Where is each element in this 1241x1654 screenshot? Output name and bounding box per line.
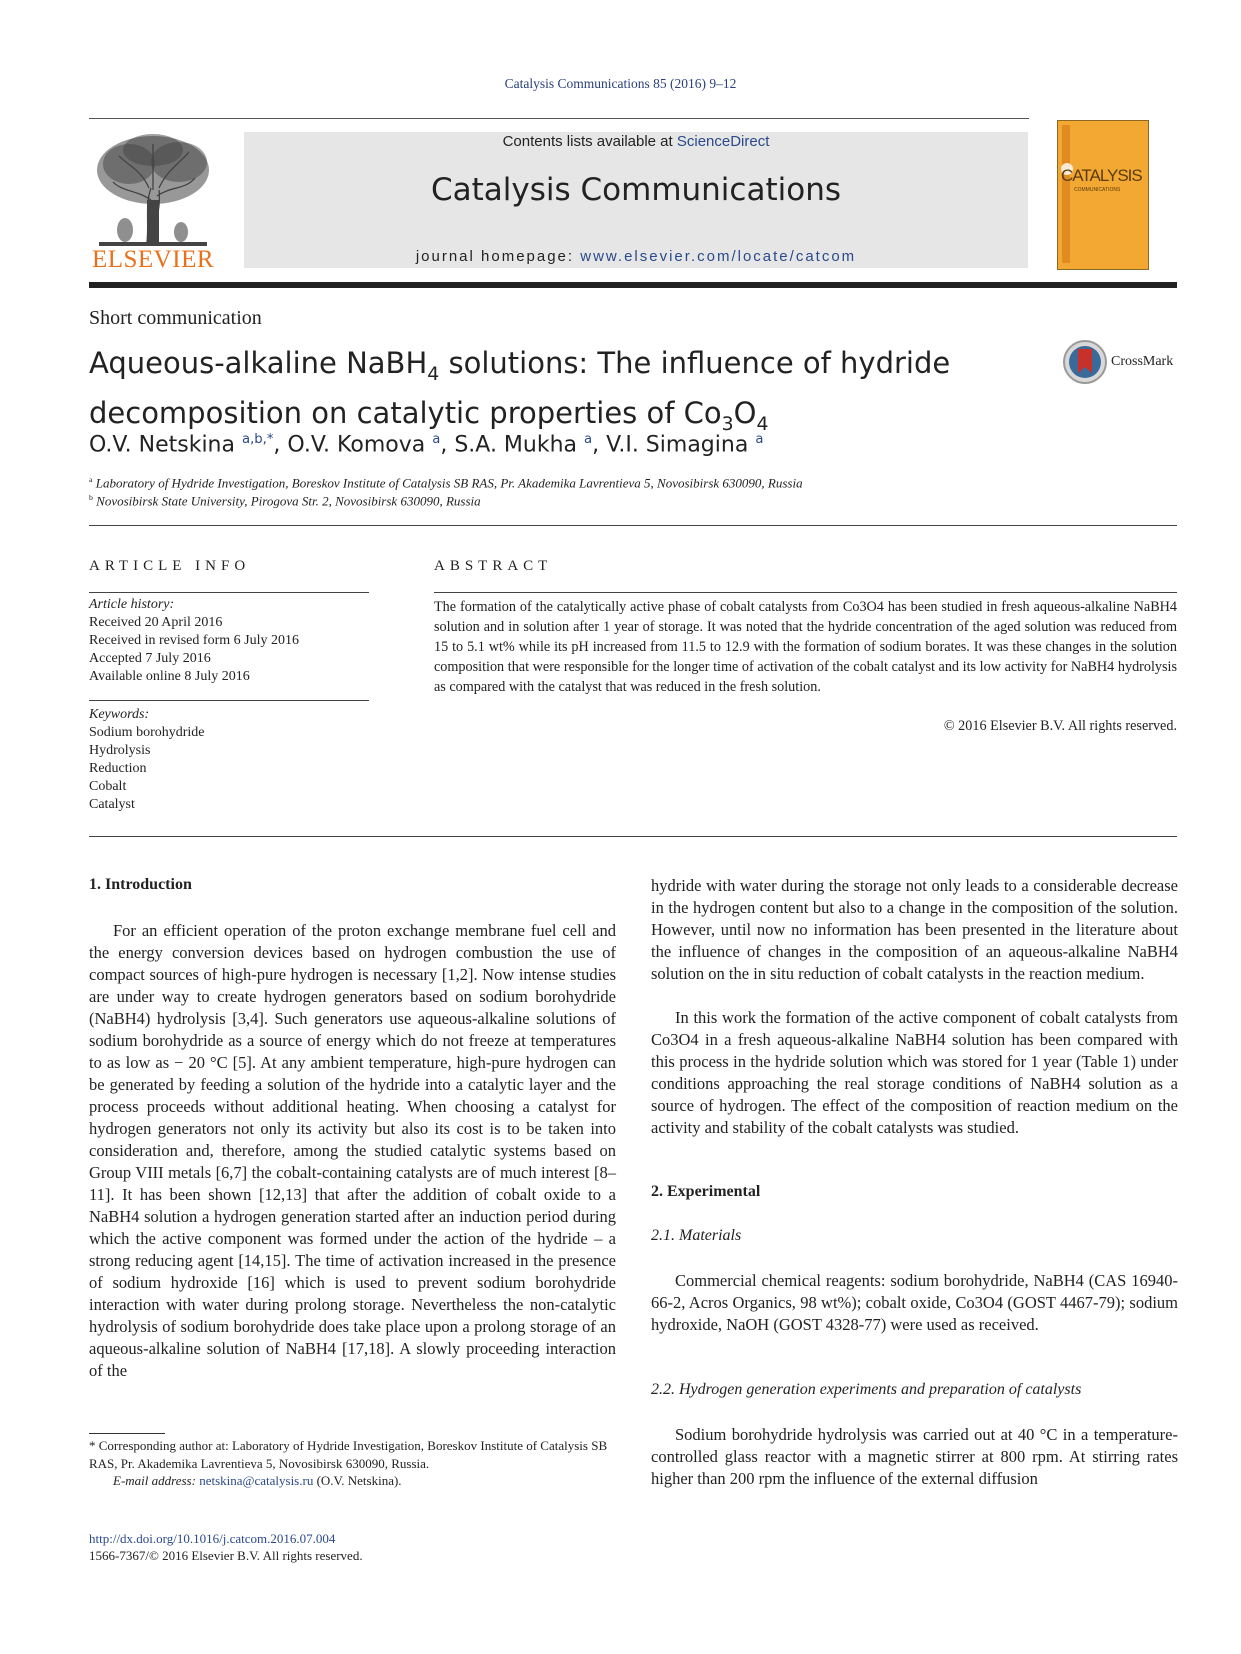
journal-title: Catalysis Communications [430, 172, 841, 208]
keyword-item: Cobalt [89, 779, 127, 794]
affiliation-rule [89, 525, 1177, 526]
affiliation-a: $^a$ Laboratory of Hydride Investigation, Boreskov Institute of Catalysis SB RAS, Pr. Akademika Lavrentieva 5, Novosibirsk 630090, Russia [89, 475, 803, 491]
cover-title: CATALYSIS [1061, 166, 1142, 185]
author-affiliation-mark[interactable]: a [584, 432, 593, 447]
accepted-date: Accepted 7 July 2016 [89, 651, 211, 666]
author-name[interactable]: S.A. Mukha [454, 432, 578, 458]
online-date: Available online 8 July 2016 [89, 669, 250, 684]
introduction-aim-paragraph: In this work the formation of the active component of cobalt catalysts from Co3O4 in a fresh aqueous-alkaline NaBH4 solution has been compared with this process in the hydride solution which was stored for 1 year (Table 1) under conditions approaching the real storage conditions of NaBH4 solution as a source of hydrogen. The effect of the composition of reaction medium on the activity and stability of the cobalt catalysts was studied. [651, 1008, 1178, 1137]
affiliation-b: $^b$ Novosibirsk State University, Pirogova Str. 2, Novosibirsk 630090, Russia [89, 493, 481, 509]
materials-paragraph: Commercial chemical reagents: sodium borohydride, NaBH4 (CAS 16940-66-2, Acros Organics, 98 wt%); cobalt oxide, Co3O4 (GOST 4467-79); sodium hydroxide, NaOH (GOST 4328-77) were used as received. [651, 1271, 1178, 1334]
author-affiliation-mark[interactable]: a [755, 432, 764, 447]
header-thick-rule [89, 282, 1177, 288]
author-affiliation-mark[interactable]: a [432, 432, 441, 447]
history-label: Article history: [89, 597, 175, 612]
doi-link[interactable]: http://dx.doi.org/10.1016/j.catcom.2016.07.004 [89, 1531, 336, 1546]
journal-homepage-link[interactable]: www.elsevier.com/locate/catcom [580, 248, 857, 265]
keywords-rule [89, 700, 369, 701]
crossmark-label[interactable]: CrossMark [1111, 354, 1174, 369]
email-owner: (O.V. Netskina). [313, 1473, 402, 1488]
contents-prefix: Contents lists available at [502, 133, 677, 150]
journal-citation-link[interactable]: Catalysis Communications 85 (2016) 9–12 [504, 76, 737, 91]
journal-homepage-line [244, 248, 1028, 265]
article-title: Aqueous-alkaline NaBH$_4$ solutions: The influence of hydride decomposition on catalytic properties of $Co_3O_4$ [89, 346, 951, 435]
author-name[interactable]: O.V. Netskina [89, 432, 235, 458]
section-heading-experimental: 2. Experimental [651, 1183, 761, 1200]
contents-availability-line [244, 133, 1028, 150]
article-info-heading: ARTICLE INFO [89, 558, 251, 574]
subsection-heading-materials: 2.1. Materials [651, 1227, 742, 1244]
homepage-prefix: journal homepage: [415, 248, 581, 265]
introduction-paragraph: For an efficient operation of the proton exchange membrane fuel cell and the energy conversion devices based on hydrogen combustion the use of compact sources of high-pure hydrogen is necessary [1,2]. Now intense studies are under way to create hydrogen generators based on sodium borohydride (NaBH4) hydrolysis [3,4]. Such generators use aqueous-alkaline solutions of sodium borohydride as a source of energy which do not freeze at temperatures to as low as − 20 °C [5]. At any ambient temperature, high-pure hydrogen can be generated by feeding a solution of the hydride into a catalytic layer and the process proceeds without additional heating. When choosing a catalyst for hydrogen generators not only its activity but also its cost is to be taken into consideration and, therefore, among the studied catalytic systems based on Group VIII metals [6,7] the cobalt-containing catalysts are of much interest [8–11]. It has been shown [12,13] that after the addition of cobalt oxide to a NaBH4 solution a hydrogen generation started after an induction period during which the active component was formed under the action of the hydride – a strong reducing agent [14,15]. The time of activation increased in the presence of sodium hydroxide [16] which is used to prevent sodium borohydride interaction with water during prolong storage. Nevertheless the non-catalytic hydrolysis of sodium borohydride does take place upon a prolong storage of an aqueous-alkaline solution of NaBH4 [17,18]. A slowly proceeding interaction of the [89, 921, 616, 1380]
abstract-rule [434, 592, 1177, 593]
article-type: Short communication [89, 307, 262, 329]
keyword-item: Hydrolysis [89, 743, 151, 758]
author-email-link[interactable]: netskina@catalysis.ru [199, 1473, 314, 1488]
body-rule [89, 836, 1177, 837]
cover-subtitle: COMMUNICATIONS [1074, 187, 1121, 193]
keyword-item: Reduction [89, 761, 147, 776]
cover-spine-stripe [1062, 125, 1070, 263]
journal-cover-thumbnail[interactable] [1057, 120, 1149, 270]
abstract-copyright: © 2016 Elsevier B.V. All rights reserved. [943, 718, 1177, 734]
hydrogen-generation-paragraph: Sodium borohydride hydrolysis was carried out at 40 °C in a temperature-controlled glass reactor with a magnetic stirrer at 800 rpm. At stirring rates higher than 200 rpm the influence of the external diffusion [651, 1425, 1178, 1488]
author-name[interactable]: O.V. Komova [287, 432, 426, 458]
author-affiliation-mark[interactable]: a,b,* [241, 432, 274, 447]
keyword-item: Catalyst [89, 797, 135, 812]
keywords-label: Keywords: [89, 707, 150, 722]
header-rule [89, 118, 1029, 119]
author-name[interactable]: V.I. Simagina [606, 432, 749, 458]
sciencedirect-link[interactable]: ScienceDirect [676, 133, 770, 150]
abstract-text: The formation of the catalytically active phase of cobalt catalysts from Co3O4 has been studied in fresh aqueous-alkaline NaBH4 solution and in solution after 1 year of storage. It was noted that the hydride concentration of the aged solution was reduced from 15 to 5.1 wt% while its pH increased from 11.5 to 12.9 with the formation of sodium borates. It was these changes in the solution composition that were responsible for the longer time of activation of the cobalt catalyst and its low activity for NaBH4 hydrolysis as compared with the catalyst that was reduced in the fresh solution. [434, 599, 1177, 695]
received-date: Received 20 April 2016 [89, 615, 223, 630]
section-heading-introduction: 1. Introduction [89, 876, 192, 893]
corresponding-author-footnote: * Corresponding author at: Laboratory of Hydride Investigation, Boreskov Institute of Catalysis SB RAS, Pr. Akademika Lavrentieva 5, Novosibirsk 630090, Russia. [89, 1438, 608, 1471]
subsection-heading-hydrogen-generation: 2.2. Hydrogen generation experiments and preparation of catalysts [651, 1381, 1082, 1398]
author-list: O.V. Netskina $^{a,b,*}$, O.V. Komova $^a$, S.A. Mukha $^a$, V.I. Simagina $^a$ [89, 432, 764, 458]
issn-copyright: 1566-7367/© 2016 Elsevier B.V. All rights reserved. [89, 1548, 363, 1563]
crossmark-icon[interactable] [1062, 339, 1108, 385]
article-info-rule [89, 592, 369, 593]
footnote-rule [89, 1433, 165, 1434]
keyword-item: Sodium borohydride [89, 725, 205, 740]
revised-date: Received in revised form 6 July 2016 [89, 633, 299, 648]
email-line [113, 1473, 402, 1489]
elsevier-wordmark: ELSEVIER [91, 246, 215, 273]
email-label: E-mail address: [113, 1473, 200, 1488]
abstract-heading: ABSTRACT [434, 558, 553, 574]
introduction-continuation-paragraph: hydride with water during the storage not only leads to a considerable decrease in the hydrogen content but also to a change in the composition of the solution. However, until now no information has been presented in the literature about the influence of changes in the composition of an aqueous-alkaline NaBH4 solution on the in situ reduction of cobalt catalysts in the reaction medium. [651, 876, 1178, 983]
